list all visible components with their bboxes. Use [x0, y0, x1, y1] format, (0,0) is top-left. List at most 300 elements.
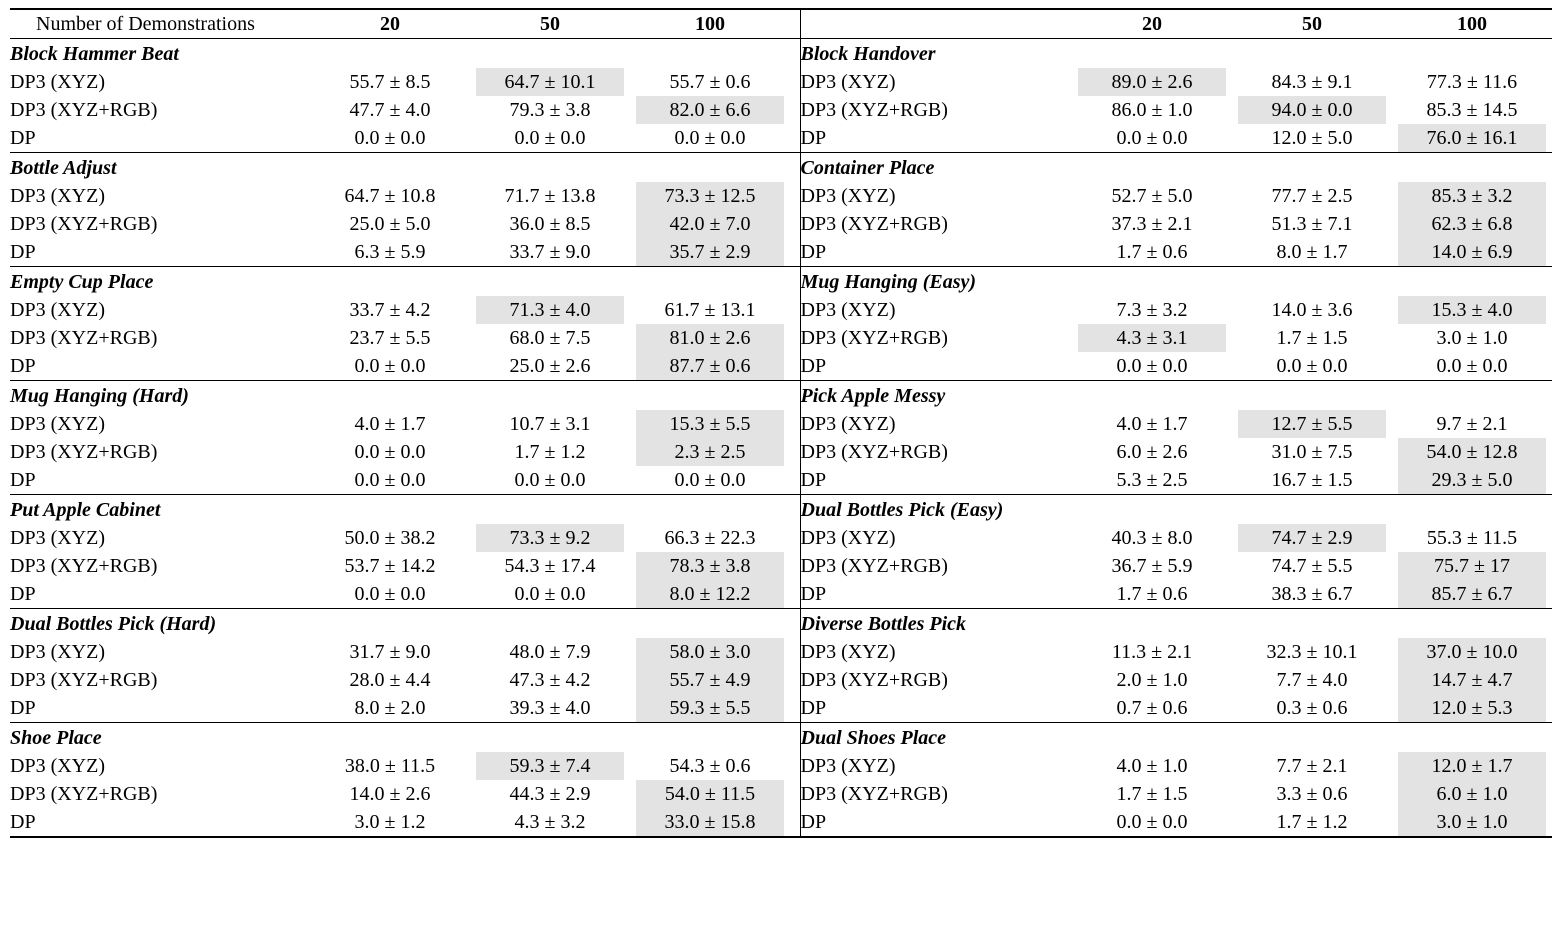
method-row: [10, 210, 1552, 238]
method-name-left: DP3 (XYZ+RGB): [10, 99, 158, 121]
value-cell: [1232, 780, 1392, 808]
empty-cell: [470, 153, 630, 183]
value-cell: [630, 438, 790, 466]
empty-cell: [1072, 153, 1232, 183]
value-cell: [470, 638, 630, 666]
value-cell: [470, 296, 630, 324]
method-name-left: DP: [10, 466, 310, 495]
value-text: 1.7 ± 0.6: [1116, 583, 1188, 605]
value-cell: [1392, 238, 1552, 267]
column-separator: [790, 39, 800, 69]
value-cell: [1072, 752, 1232, 780]
task-title-row: [10, 609, 1552, 639]
method-name-right: DP3 (XYZ+RGB): [800, 213, 948, 235]
empty-cell: [310, 153, 470, 183]
best-value: 75.7 ± 17: [1398, 552, 1546, 580]
task-name-left: Empty Cup Place: [10, 271, 154, 293]
value-cell: [630, 410, 790, 438]
value-text: 54.3 ± 0.6: [669, 755, 751, 777]
value-cell: [1392, 324, 1552, 352]
empty-cell: [310, 495, 470, 525]
task-name-right: Mug Hanging (Easy): [800, 271, 977, 293]
best-value: 89.0 ± 2.6: [1078, 68, 1226, 96]
value-cell: [1392, 808, 1552, 837]
value-text: 1.7 ± 1.5: [1116, 783, 1188, 805]
value-cell: [470, 68, 630, 96]
value-text: 1.7 ± 0.6: [1116, 241, 1188, 263]
column-separator: [790, 324, 800, 352]
value-cell: [1232, 552, 1392, 580]
value-cell: [630, 524, 790, 552]
value-text: 0.3 ± 0.6: [1276, 697, 1348, 719]
results-table: [10, 8, 1552, 838]
value-cell: [1072, 638, 1232, 666]
value-cell: [1072, 524, 1232, 552]
value-text: 4.0 ± 1.0: [1116, 755, 1188, 777]
value-cell: [1072, 410, 1232, 438]
value-cell: [1232, 210, 1392, 238]
value-cell: [1392, 666, 1552, 694]
method-name-left: DP3 (XYZ+RGB): [10, 327, 158, 349]
value-text: 47.7 ± 4.0: [349, 99, 431, 121]
empty-cell: [630, 609, 790, 639]
value-text: 2.0 ± 1.0: [1116, 669, 1188, 691]
method-name-right: DP3 (XYZ+RGB): [800, 441, 948, 463]
value-cell: [630, 694, 790, 723]
column-separator: [790, 466, 800, 495]
column-separator: [790, 96, 800, 124]
empty-cell: [630, 267, 790, 297]
value-cell: [630, 780, 790, 808]
method-name-left: DP3 (XYZ+RGB): [10, 213, 158, 235]
value-cell: [310, 210, 470, 238]
column-separator: [790, 9, 800, 39]
best-value: 59.3 ± 7.4: [476, 752, 624, 780]
value-cell: [1232, 694, 1392, 723]
method-row: [10, 438, 1552, 466]
column-separator: [790, 238, 800, 267]
task-name-left: Put Apple Cabinet: [10, 499, 161, 521]
best-value: 59.3 ± 5.5: [636, 694, 784, 722]
task-title-row: [10, 267, 1552, 297]
value-cell: [1392, 96, 1552, 124]
column-separator: [790, 124, 800, 153]
method-name-left: DP: [10, 694, 310, 723]
best-value: 54.0 ± 11.5: [636, 780, 784, 808]
value-cell: [310, 410, 470, 438]
empty-cell: [470, 267, 630, 297]
method-row: [10, 352, 1552, 381]
task-group: [10, 723, 1552, 838]
value-cell: [310, 438, 470, 466]
value-cell: [310, 808, 470, 837]
value-cell: [470, 438, 630, 466]
value-text: 25.0 ± 2.6: [509, 355, 591, 377]
value-cell: [630, 552, 790, 580]
value-cell: [1392, 68, 1552, 96]
method-row: [10, 524, 1552, 552]
value-text: 40.3 ± 8.0: [1111, 527, 1193, 549]
value-cell: [1232, 580, 1392, 609]
value-cell: [470, 96, 630, 124]
empty-cell: [630, 723, 790, 753]
method-row: [10, 752, 1552, 780]
value-cell: [1072, 182, 1232, 210]
value-text: 3.3 ± 0.6: [1276, 783, 1348, 805]
empty-cell: [1232, 153, 1392, 183]
best-value: 29.3 ± 5.0: [1398, 466, 1546, 494]
method-row: [10, 324, 1552, 352]
method-row: [10, 638, 1552, 666]
value-text: 23.7 ± 5.5: [349, 327, 431, 349]
best-value: 81.0 ± 2.6: [636, 324, 784, 352]
header-label: Number of Demonstrations: [10, 9, 310, 39]
method-name-left: DP3 (XYZ+RGB): [10, 555, 158, 577]
column-separator: [790, 666, 800, 694]
value-cell: [470, 124, 630, 153]
value-cell: [630, 210, 790, 238]
value-cell: [310, 752, 470, 780]
method-name-right: DP3 (XYZ+RGB): [800, 555, 948, 577]
best-value: 12.0 ± 1.7: [1398, 752, 1546, 780]
value-text: 33.7 ± 9.0: [509, 241, 591, 263]
empty-cell: [630, 39, 790, 69]
best-value: 15.3 ± 5.5: [636, 410, 784, 438]
method-name-right: DP3 (XYZ): [800, 185, 896, 207]
value-cell: [310, 780, 470, 808]
column-separator: [790, 808, 800, 837]
column-separator: [790, 296, 800, 324]
value-cell: [630, 96, 790, 124]
empty-cell: [630, 495, 790, 525]
value-text: 6.0 ± 2.6: [1116, 441, 1188, 463]
value-cell: [470, 182, 630, 210]
empty-cell: [1232, 267, 1392, 297]
value-text: 33.7 ± 4.2: [349, 299, 431, 321]
empty-cell: [1232, 39, 1392, 69]
value-cell: [1392, 638, 1552, 666]
empty-cell: [1392, 723, 1552, 753]
column-separator: [790, 752, 800, 780]
column-separator: [790, 438, 800, 466]
value-cell: [1232, 638, 1392, 666]
task-title-row: [10, 153, 1552, 183]
column-separator: [790, 68, 800, 96]
empty-cell: [1072, 495, 1232, 525]
empty-cell: [1392, 267, 1552, 297]
value-text: 61.7 ± 13.1: [664, 299, 756, 321]
best-value: 55.7 ± 4.9: [636, 666, 784, 694]
empty-cell: [310, 39, 470, 69]
empty-cell: [1392, 39, 1552, 69]
value-cell: [630, 124, 790, 153]
best-value: 74.7 ± 2.9: [1238, 524, 1386, 552]
value-text: 31.7 ± 9.0: [349, 641, 431, 663]
method-name-right: DP: [800, 352, 1072, 381]
task-group: [10, 609, 1552, 723]
value-text: 3.0 ± 1.0: [1436, 327, 1508, 349]
value-text: 68.0 ± 7.5: [509, 327, 591, 349]
value-cell: [1232, 96, 1392, 124]
value-cell: [1392, 524, 1552, 552]
column-separator: [790, 153, 800, 183]
method-row: [10, 296, 1552, 324]
best-value: 35.7 ± 2.9: [636, 238, 784, 266]
empty-cell: [1232, 723, 1392, 753]
method-name-left: DP3 (XYZ): [10, 299, 105, 321]
empty-cell: [470, 609, 630, 639]
best-value: 4.3 ± 3.1: [1078, 324, 1226, 352]
value-cell: [630, 68, 790, 96]
best-value: 14.0 ± 6.9: [1398, 238, 1546, 266]
best-value: 12.0 ± 5.3: [1398, 694, 1546, 722]
method-name-left: DP3 (XYZ+RGB): [10, 669, 158, 691]
method-row: [10, 580, 1552, 609]
value-text: 16.7 ± 1.5: [1271, 469, 1353, 491]
value-text: 71.7 ± 13.8: [504, 185, 596, 207]
value-cell: [630, 296, 790, 324]
method-name-right: DP: [800, 694, 1072, 723]
empty-cell: [1392, 153, 1552, 183]
method-row: [10, 68, 1552, 96]
column-separator: [790, 182, 800, 210]
value-text: 7.3 ± 3.2: [1116, 299, 1188, 321]
value-cell: [1392, 780, 1552, 808]
value-cell: [630, 324, 790, 352]
value-cell: [1232, 182, 1392, 210]
empty-cell: [1392, 609, 1552, 639]
best-value: 85.7 ± 6.7: [1398, 580, 1546, 608]
value-cell: [310, 324, 470, 352]
value-text: 4.0 ± 1.7: [354, 413, 426, 435]
best-value: 6.0 ± 1.0: [1398, 780, 1546, 808]
method-row: [10, 666, 1552, 694]
value-cell: [1392, 580, 1552, 609]
value-text: 3.0 ± 1.2: [354, 811, 426, 833]
task-title-row: [10, 495, 1552, 525]
value-text: 0.0 ± 0.0: [514, 469, 586, 491]
value-text: 0.0 ± 0.0: [674, 127, 746, 149]
value-cell: [1392, 752, 1552, 780]
value-cell: [470, 552, 630, 580]
empty-cell: [1072, 381, 1232, 411]
value-cell: [1392, 124, 1552, 153]
value-text: 0.0 ± 0.0: [514, 583, 586, 605]
method-name-right: DP3 (XYZ): [800, 641, 896, 663]
value-cell: [1232, 438, 1392, 466]
header-col-100: 100: [630, 9, 790, 39]
value-cell: [1232, 324, 1392, 352]
value-cell: [1072, 296, 1232, 324]
task-title-row: [10, 39, 1552, 69]
value-text: 39.3 ± 4.0: [509, 697, 591, 719]
method-name-right: DP3 (XYZ+RGB): [800, 669, 948, 691]
column-separator: [790, 638, 800, 666]
value-text: 86.0 ± 1.0: [1111, 99, 1193, 121]
task-group: [10, 39, 1552, 153]
method-name-right: DP3 (XYZ): [800, 71, 896, 93]
method-name-left: DP3 (XYZ): [10, 185, 105, 207]
empty-cell: [1072, 723, 1232, 753]
value-text: 0.0 ± 0.0: [354, 583, 426, 605]
task-group: [10, 381, 1552, 495]
value-cell: [310, 352, 470, 381]
method-name-left: DP3 (XYZ): [10, 527, 105, 549]
value-text: 0.0 ± 0.0: [1436, 355, 1508, 377]
method-name-left: DP: [10, 580, 310, 609]
value-cell: [470, 352, 630, 381]
empty-cell: [470, 381, 630, 411]
value-text: 50.0 ± 38.2: [344, 527, 436, 549]
empty-cell: [1232, 495, 1392, 525]
method-row: [10, 694, 1552, 723]
method-row: [10, 238, 1552, 267]
value-cell: [470, 752, 630, 780]
value-text: 0.7 ± 0.6: [1116, 697, 1188, 719]
best-value: 37.0 ± 10.0: [1398, 638, 1546, 666]
method-name-left: DP3 (XYZ): [10, 71, 105, 93]
value-text: 77.3 ± 11.6: [1426, 71, 1518, 93]
best-value: 54.0 ± 12.8: [1398, 438, 1546, 466]
value-cell: [310, 580, 470, 609]
value-text: 9.7 ± 2.1: [1436, 413, 1508, 435]
value-text: 0.0 ± 0.0: [1116, 355, 1188, 377]
method-name-left: DP: [10, 124, 310, 153]
method-name-left: DP3 (XYZ): [10, 641, 105, 663]
method-name-left: DP: [10, 808, 310, 837]
value-cell: [1232, 238, 1392, 267]
value-text: 84.3 ± 9.1: [1271, 71, 1353, 93]
value-text: 14.0 ± 2.6: [349, 783, 431, 805]
value-cell: [310, 524, 470, 552]
value-text: 64.7 ± 10.8: [344, 185, 436, 207]
value-text: 4.3 ± 3.2: [514, 811, 586, 833]
task-name-left: Shoe Place: [10, 727, 102, 749]
value-cell: [1392, 410, 1552, 438]
value-cell: [470, 210, 630, 238]
value-text: 48.0 ± 7.9: [509, 641, 591, 663]
value-text: 32.3 ± 10.1: [1266, 641, 1358, 663]
method-name-right: DP3 (XYZ): [800, 413, 896, 435]
value-text: 47.3 ± 4.2: [509, 669, 591, 691]
column-separator: [790, 381, 800, 411]
value-cell: [1232, 666, 1392, 694]
best-value: 94.0 ± 0.0: [1238, 96, 1386, 124]
value-text: 85.3 ± 14.5: [1426, 99, 1518, 121]
task-name-right: Pick Apple Messy: [800, 385, 946, 407]
method-name-left: DP3 (XYZ): [10, 755, 105, 777]
value-cell: [470, 524, 630, 552]
value-cell: [1072, 68, 1232, 96]
value-text: 52.7 ± 5.0: [1111, 185, 1193, 207]
method-row: [10, 410, 1552, 438]
value-text: 51.3 ± 7.1: [1271, 213, 1353, 235]
method-name-left: DP3 (XYZ): [10, 413, 105, 435]
value-text: 1.7 ± 1.5: [1276, 327, 1348, 349]
column-separator: [790, 780, 800, 808]
best-value: 87.7 ± 0.6: [636, 352, 784, 380]
value-cell: [630, 580, 790, 609]
value-cell: [1392, 694, 1552, 723]
value-cell: [470, 580, 630, 609]
method-name-right: DP3 (XYZ): [800, 755, 896, 777]
value-cell: [1232, 124, 1392, 153]
method-row: [10, 466, 1552, 495]
value-text: 31.0 ± 7.5: [1271, 441, 1353, 463]
value-cell: [1072, 238, 1232, 267]
method-name-right: DP3 (XYZ): [800, 299, 896, 321]
empty-cell: [1392, 381, 1552, 411]
method-name-right: DP3 (XYZ+RGB): [800, 99, 948, 121]
value-cell: [310, 694, 470, 723]
task-title-row: [10, 723, 1552, 753]
column-separator: [790, 723, 800, 753]
empty-cell: [1072, 609, 1232, 639]
value-text: 38.0 ± 11.5: [344, 755, 436, 777]
empty-cell: [310, 723, 470, 753]
task-name-right: Diverse Bottles Pick: [800, 613, 967, 635]
value-text: 8.0 ± 1.7: [1276, 241, 1348, 263]
value-cell: [1072, 780, 1232, 808]
empty-cell: [310, 609, 470, 639]
best-value: 76.0 ± 16.1: [1398, 124, 1546, 152]
column-separator: [790, 694, 800, 723]
empty-cell: [630, 153, 790, 183]
value-cell: [1392, 182, 1552, 210]
task-group: [10, 495, 1552, 609]
value-text: 10.7 ± 3.1: [509, 413, 591, 435]
value-text: 37.3 ± 2.1: [1111, 213, 1193, 235]
value-text: 0.0 ± 0.0: [354, 441, 426, 463]
value-cell: [1072, 96, 1232, 124]
method-name-right: DP: [800, 580, 1072, 609]
task-group: [10, 267, 1552, 381]
value-text: 5.3 ± 2.5: [1116, 469, 1188, 491]
value-text: 0.0 ± 0.0: [354, 469, 426, 491]
best-value: 58.0 ± 3.0: [636, 638, 784, 666]
value-cell: [1072, 324, 1232, 352]
value-cell: [310, 296, 470, 324]
best-value: 82.0 ± 6.6: [636, 96, 784, 124]
best-value: 64.7 ± 10.1: [476, 68, 624, 96]
value-cell: [310, 68, 470, 96]
value-cell: [310, 182, 470, 210]
value-text: 79.3 ± 3.8: [509, 99, 591, 121]
method-row: [10, 96, 1552, 124]
value-cell: [1392, 352, 1552, 381]
value-text: 0.0 ± 0.0: [514, 127, 586, 149]
value-cell: [1072, 694, 1232, 723]
value-cell: [1392, 552, 1552, 580]
method-name-right: DP: [800, 808, 1072, 837]
empty-cell: [470, 723, 630, 753]
header-right-blank: [800, 9, 1072, 39]
value-text: 0.0 ± 0.0: [1276, 355, 1348, 377]
value-text: 14.0 ± 3.6: [1271, 299, 1353, 321]
empty-cell: [630, 381, 790, 411]
method-name-right: DP: [800, 238, 1072, 267]
value-cell: [630, 752, 790, 780]
value-cell: [1232, 352, 1392, 381]
value-cell: [1392, 438, 1552, 466]
method-name-right: DP3 (XYZ): [800, 527, 896, 549]
task-name-right: Container Place: [800, 157, 935, 179]
value-cell: [310, 638, 470, 666]
value-cell: [310, 96, 470, 124]
column-separator: [790, 495, 800, 525]
value-text: 1.7 ± 1.2: [1276, 811, 1348, 833]
value-text: 54.3 ± 17.4: [504, 555, 596, 577]
